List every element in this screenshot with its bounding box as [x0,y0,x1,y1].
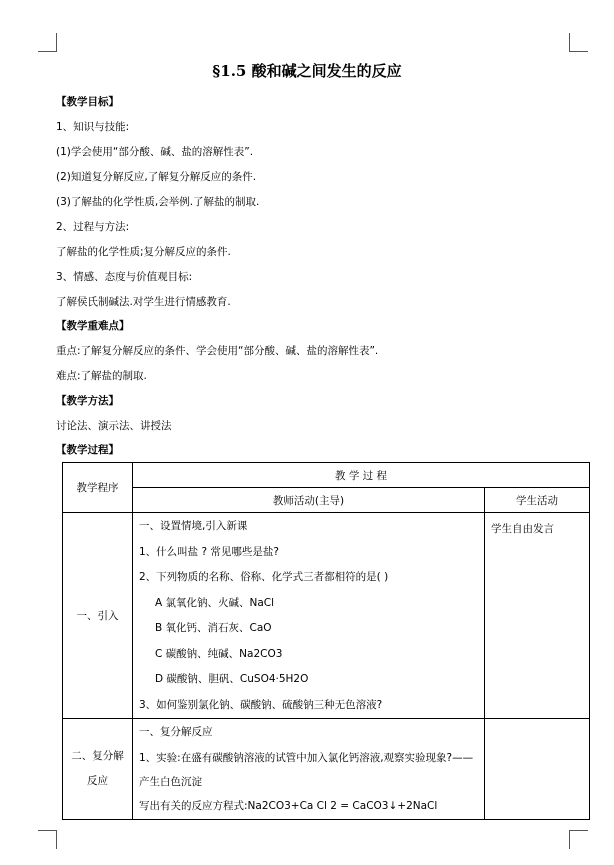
row2-line: 1、实验:在盛有碳酸钠溶液的试管中加入氯化钙溶液,观察实验现象?——产生白色沉淀 [139,751,474,788]
row2-line: 一、复分解反应 [139,726,213,738]
emotion-text: 了解侯氏制碱法.对学生进行情感教育. [56,296,231,308]
row1-program: 一、引入 [63,513,133,719]
key-header: 【教学重难点】 [56,320,130,332]
emotion-heading: 3、情感、态度与价值观目标: [56,271,193,283]
crop-mark-bottom-left [38,830,57,849]
row2-student [485,719,590,820]
row1-option-c: C 碳酸钠、纯碱、Na2CO3 [155,647,283,660]
knowledge-item-2: (2)知道复分解反应,了解复分解反应的条件. [56,171,257,183]
document-title: §1.5 酸和碱之间发生的反应 [212,62,402,80]
row1-line: 2、下列物质的名称、俗称、化学式三者都相符的是( ) [139,571,389,583]
teaching-process-table [62,462,590,820]
header-process: 教 学 过 程 [133,463,590,488]
process-heading: 2、过程与方法: [56,221,130,233]
row1-line: 3、如何鉴别氯化钠、碳酸钠、硫酸钠三种无色溶液? [139,698,383,711]
crop-mark-top-right [569,33,588,52]
method-header: 【教学方法】 [56,395,119,407]
process-text: 了解盐的化学性质;复分解反应的条件. [56,246,231,258]
knowledge-item-3: (3)了解盐的化学性质,会举例.了解盐的制取. [56,196,260,208]
key-point: 重点:了解复分解反应的条件、学会使用“部分酸、碱、盐的溶解性表”. [56,345,379,357]
process-header: 【教学过程】 [56,444,119,456]
row1-student: 学生自由发言 [485,513,590,719]
row1-option-d: D 碳酸钠、胆矾、CuSO4·5H2O [155,673,309,685]
goal-header: 【教学目标】 [56,96,119,108]
header-teacher: 教师活动(主导) [133,488,485,513]
row1-option-a: A 氯氧化钠、火碱、NaCl [155,596,275,609]
row2-teacher [133,719,485,820]
row1-line: 1、什么叫盐 ? 常见哪些是盐? [139,545,280,558]
row1-teacher [133,513,485,719]
knowledge-heading: 1、知识与技能: [56,121,130,133]
header-student: 学生活动 [485,488,590,513]
header-program: 教学程序 [63,463,133,513]
row2-equation: 写出有关的反应方程式:Na2CO3+Ca Cl 2 = CaCO3↓+2NaCl [139,799,438,812]
method-text: 讨论法、演示法、讲授法 [56,420,172,432]
row1-line: 一、设置情境,引入新课 [139,520,248,532]
difficult-point: 难点:了解盐的制取. [56,370,147,382]
crop-mark-top-left [38,33,57,52]
crop-mark-bottom-right [569,830,588,849]
row2-program: 二、复分解反应 [63,719,133,820]
knowledge-item-1: (1)学会使用“部分酸、碱、盐的溶解性表”. [56,146,254,158]
row1-option-b: B 氧化钙、消石灰、CaO [155,622,272,634]
